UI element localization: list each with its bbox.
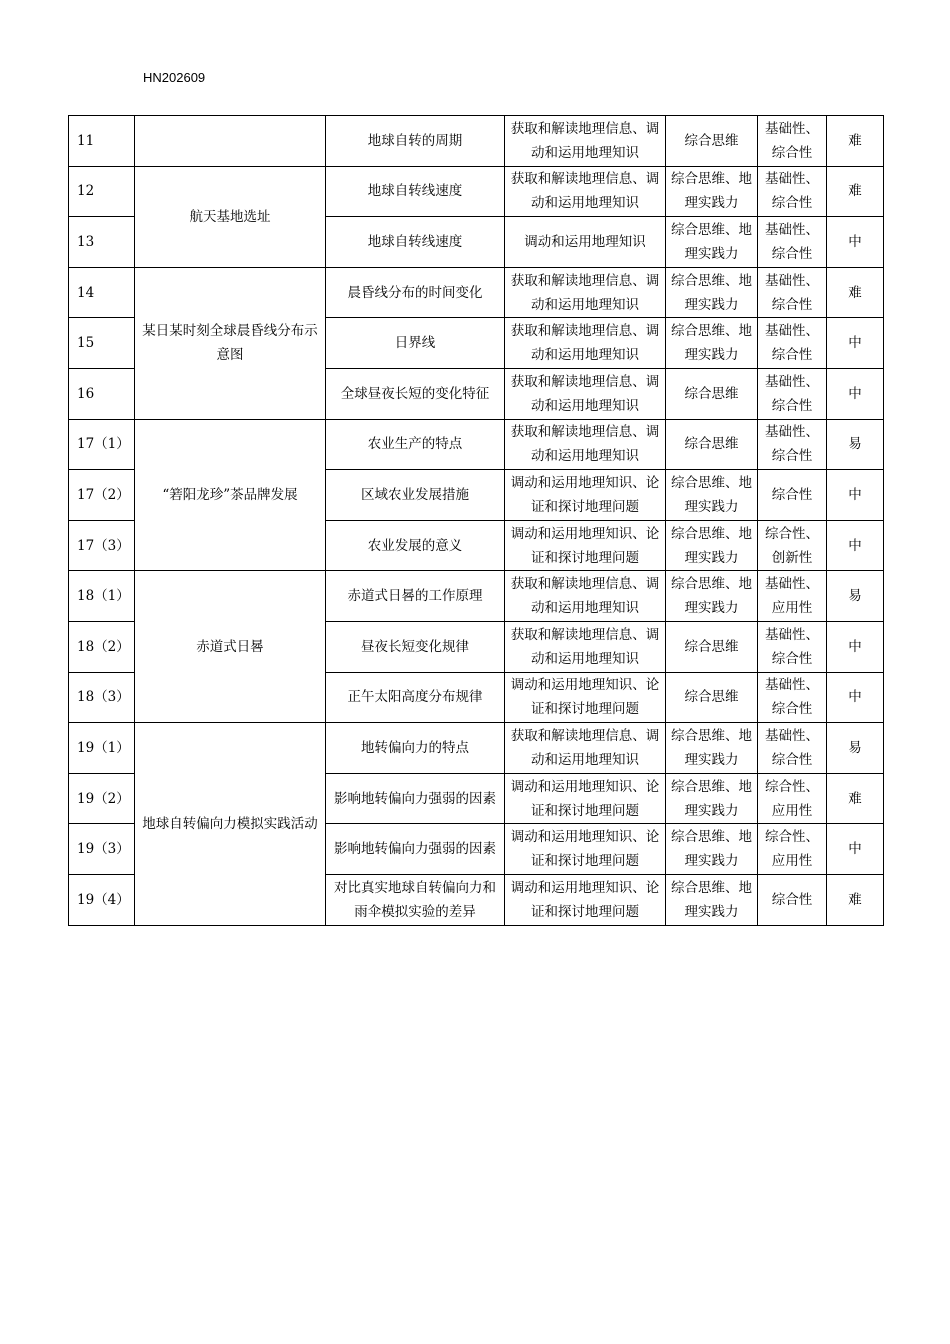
document-code: HN202609 xyxy=(143,70,206,85)
question-number-cell: 16 xyxy=(69,368,135,419)
key-ability-cell: 获取和解读地理信息、调动和运用地理知识 xyxy=(505,368,666,419)
difficulty-cell: 易 xyxy=(827,571,884,622)
question-number-cell: 18（1） xyxy=(69,571,135,622)
key-ability-cell: 调动和运用地理知识、论证和探讨地理问题 xyxy=(505,874,666,925)
exam-spec-table xyxy=(68,115,884,926)
key-ability-cell: 调动和运用地理知识、论证和探讨地理问题 xyxy=(505,470,666,521)
question-number-cell: 11 xyxy=(69,116,135,167)
material-topic-cell: 航天基地选址 xyxy=(135,166,326,267)
knowledge-point-cell: 日界线 xyxy=(326,318,505,369)
requirement-cell: 基础性、应用性 xyxy=(758,571,827,622)
difficulty-cell: 中 xyxy=(827,824,884,875)
question-number-cell: 12 xyxy=(69,166,135,217)
difficulty-cell: 中 xyxy=(827,368,884,419)
material-topic-cell: 赤道式日晷 xyxy=(135,571,326,723)
requirement-cell: 综合性 xyxy=(758,874,827,925)
core-literacy-cell: 综合思维、地理实践力 xyxy=(666,874,758,925)
difficulty-cell: 难 xyxy=(827,773,884,824)
key-ability-cell: 获取和解读地理信息、调动和运用地理知识 xyxy=(505,116,666,167)
requirement-cell: 基础性、综合性 xyxy=(758,166,827,217)
difficulty-cell: 易 xyxy=(827,723,884,774)
requirement-cell: 基础性、综合性 xyxy=(758,217,827,268)
core-literacy-cell: 综合思维 xyxy=(666,419,758,470)
requirement-cell: 综合性、应用性 xyxy=(758,773,827,824)
knowledge-point-cell: 区域农业发展措施 xyxy=(326,470,505,521)
requirement-cell: 综合性 xyxy=(758,470,827,521)
knowledge-point-cell: 地球自转的周期 xyxy=(326,116,505,167)
difficulty-cell: 难 xyxy=(827,874,884,925)
core-literacy-cell: 综合思维 xyxy=(666,368,758,419)
key-ability-cell: 调动和运用地理知识、论证和探讨地理问题 xyxy=(505,773,666,824)
difficulty-cell: 难 xyxy=(827,116,884,167)
table-row xyxy=(69,723,884,774)
core-literacy-cell: 综合思维 xyxy=(666,621,758,672)
key-ability-cell: 调动和运用地理知识、论证和探讨地理问题 xyxy=(505,520,666,571)
core-literacy-cell: 综合思维、地理实践力 xyxy=(666,571,758,622)
difficulty-cell: 难 xyxy=(827,267,884,318)
difficulty-cell: 中 xyxy=(827,672,884,723)
question-number-cell: 19（4） xyxy=(69,874,135,925)
knowledge-point-cell: 地转偏向力的特点 xyxy=(326,723,505,774)
table-row xyxy=(69,571,884,622)
question-number-cell: 13 xyxy=(69,217,135,268)
question-number-cell: 14 xyxy=(69,267,135,318)
question-number-cell: 19（3） xyxy=(69,824,135,875)
requirement-cell: 基础性、综合性 xyxy=(758,267,827,318)
requirement-cell: 综合性、应用性 xyxy=(758,824,827,875)
core-literacy-cell: 综合思维 xyxy=(666,672,758,723)
question-number-cell: 17（1） xyxy=(69,419,135,470)
knowledge-point-cell: 地球自转线速度 xyxy=(326,166,505,217)
question-number-cell: 17（2） xyxy=(69,470,135,521)
knowledge-point-cell: 昼夜长短变化规律 xyxy=(326,621,505,672)
requirement-cell: 基础性、综合性 xyxy=(758,116,827,167)
key-ability-cell: 调动和运用地理知识 xyxy=(505,217,666,268)
table-row xyxy=(69,116,884,167)
requirement-cell: 基础性、综合性 xyxy=(758,621,827,672)
question-number-cell: 17（3） xyxy=(69,520,135,571)
core-literacy-cell: 综合思维、地理实践力 xyxy=(666,824,758,875)
core-literacy-cell: 综合思维、地理实践力 xyxy=(666,217,758,268)
key-ability-cell: 获取和解读地理信息、调动和运用地理知识 xyxy=(505,318,666,369)
key-ability-cell: 调动和运用地理知识、论证和探讨地理问题 xyxy=(505,672,666,723)
difficulty-cell: 中 xyxy=(827,470,884,521)
question-number-cell: 18（3） xyxy=(69,672,135,723)
knowledge-point-cell: 赤道式日晷的工作原理 xyxy=(326,571,505,622)
core-literacy-cell: 综合思维 xyxy=(666,116,758,167)
question-number-cell: 19（2） xyxy=(69,773,135,824)
knowledge-point-cell: 影响地转偏向力强弱的因素 xyxy=(326,824,505,875)
requirement-cell: 基础性、综合性 xyxy=(758,672,827,723)
requirement-cell: 基础性、综合性 xyxy=(758,368,827,419)
difficulty-cell: 中 xyxy=(827,217,884,268)
knowledge-point-cell: 对比真实地球自转偏向力和雨伞模拟实验的差异 xyxy=(326,874,505,925)
requirement-cell: 基础性、综合性 xyxy=(758,723,827,774)
key-ability-cell: 获取和解读地理信息、调动和运用地理知识 xyxy=(505,571,666,622)
key-ability-cell: 调动和运用地理知识、论证和探讨地理问题 xyxy=(505,824,666,875)
core-literacy-cell: 综合思维、地理实践力 xyxy=(666,723,758,774)
knowledge-point-cell: 全球昼夜长短的变化特征 xyxy=(326,368,505,419)
difficulty-cell: 易 xyxy=(827,419,884,470)
core-literacy-cell: 综合思维、地理实践力 xyxy=(666,318,758,369)
difficulty-cell: 中 xyxy=(827,621,884,672)
knowledge-point-cell: 正午太阳高度分布规律 xyxy=(326,672,505,723)
key-ability-cell: 获取和解读地理信息、调动和运用地理知识 xyxy=(505,723,666,774)
difficulty-cell: 中 xyxy=(827,520,884,571)
key-ability-cell: 获取和解读地理信息、调动和运用地理知识 xyxy=(505,419,666,470)
table-row xyxy=(69,267,884,318)
core-literacy-cell: 综合思维、地理实践力 xyxy=(666,520,758,571)
difficulty-cell: 难 xyxy=(827,166,884,217)
material-topic-cell: “箬阳龙珍”茶品牌发展 xyxy=(135,419,326,571)
core-literacy-cell: 综合思维、地理实践力 xyxy=(666,267,758,318)
knowledge-point-cell: 农业生产的特点 xyxy=(326,419,505,470)
material-topic-cell xyxy=(135,116,326,167)
knowledge-point-cell: 晨昏线分布的时间变化 xyxy=(326,267,505,318)
table-row xyxy=(69,419,884,470)
core-literacy-cell: 综合思维、地理实践力 xyxy=(666,470,758,521)
difficulty-cell: 中 xyxy=(827,318,884,369)
table-row xyxy=(69,166,884,217)
core-literacy-cell: 综合思维、地理实践力 xyxy=(666,166,758,217)
requirement-cell: 基础性、综合性 xyxy=(758,419,827,470)
key-ability-cell: 获取和解读地理信息、调动和运用地理知识 xyxy=(505,621,666,672)
knowledge-point-cell: 农业发展的意义 xyxy=(326,520,505,571)
knowledge-point-cell: 地球自转线速度 xyxy=(326,217,505,268)
key-ability-cell: 获取和解读地理信息、调动和运用地理知识 xyxy=(505,166,666,217)
key-ability-cell: 获取和解读地理信息、调动和运用地理知识 xyxy=(505,267,666,318)
material-topic-cell: 地球自转偏向力模拟实践活动 xyxy=(135,723,326,925)
table-body xyxy=(69,116,884,926)
question-number-cell: 18（2） xyxy=(69,621,135,672)
requirement-cell: 基础性、综合性 xyxy=(758,318,827,369)
requirement-cell: 综合性、创新性 xyxy=(758,520,827,571)
question-number-cell: 19（1） xyxy=(69,723,135,774)
question-number-cell: 15 xyxy=(69,318,135,369)
knowledge-point-cell: 影响地转偏向力强弱的因素 xyxy=(326,773,505,824)
material-topic-cell: 某日某时刻全球晨昏线分布示意图 xyxy=(135,267,326,419)
core-literacy-cell: 综合思维、地理实践力 xyxy=(666,773,758,824)
